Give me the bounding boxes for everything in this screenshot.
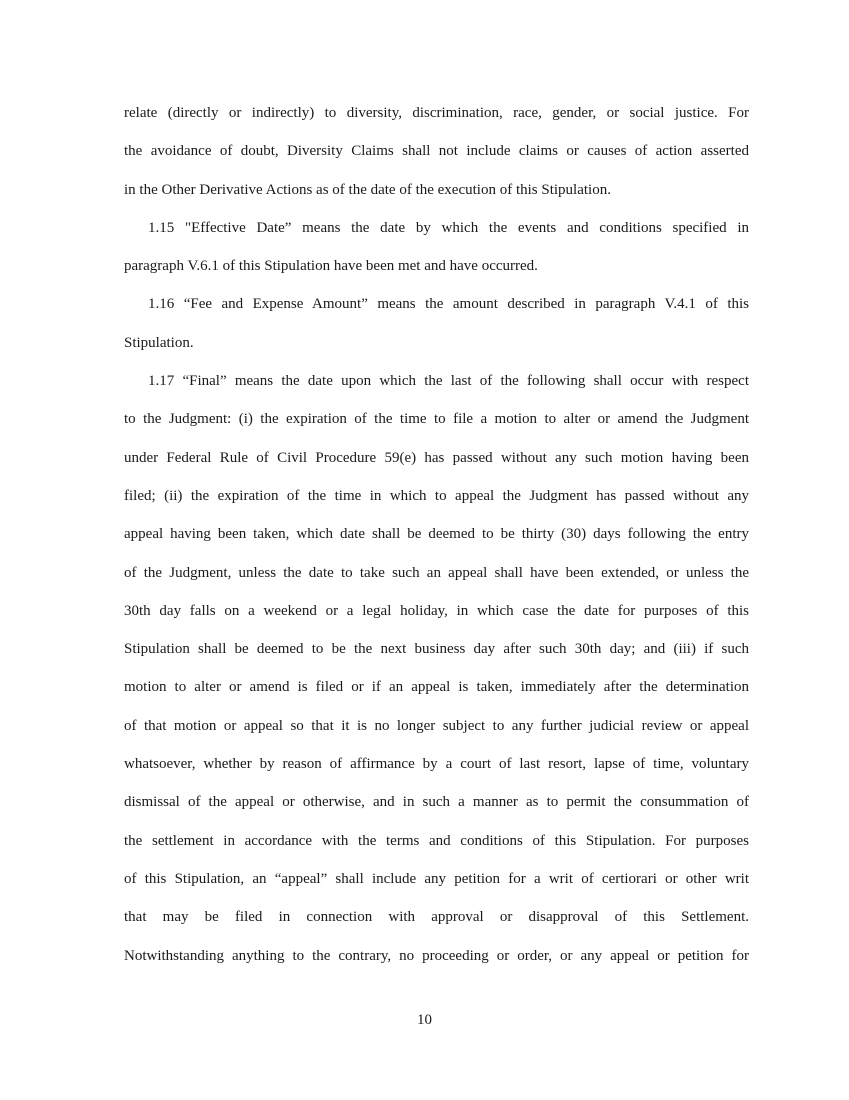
- text-line: Notwithstanding anything to the contrary, no proceeding or order, or any appeal or petition for: [124, 947, 749, 964]
- body-text: [124, 94, 749, 975]
- text-line: whatsoever, whether by reason of affirmance by a court of last resort, lapse of time, voluntary: [124, 756, 749, 773]
- text-line: to the Judgment: (i) the expiration of the time to file a motion to alter or amend the Judgment: [124, 411, 749, 428]
- text-line: appeal having been taken, which date shall be deemed to be thirty (30) days following the entry: [124, 526, 749, 543]
- text-line: filed; (ii) the expiration of the time in which to appeal the Judgment has passed without any: [124, 487, 749, 504]
- text-line: motion to alter or amend is filed or if an appeal is taken, immediately after the determination: [124, 679, 749, 696]
- text-line: of that motion or appeal so that it is no longer subject to any further judicial review or appeal: [124, 717, 749, 734]
- text-line: relate (directly or indirectly) to diversity, discrimination, race, gender, or social justice. For: [124, 105, 749, 121]
- text-line: 1.16 “Fee and Expense Amount” means the amount described in paragraph V.4.1 of this: [148, 296, 749, 313]
- text-line: 1.15 "Effective Date” means the date by which the events and conditions specified in: [148, 219, 749, 236]
- text-line: 1.17 “Final” means the date upon which the last of the following shall occur with respect: [148, 373, 749, 390]
- page-number: 10: [417, 1012, 432, 1028]
- text-line: paragraph V.6.1 of this Stipulation have been met and have occurred.: [124, 258, 538, 275]
- text-line: the settlement in accordance with the terms and conditions of this Stipulation. For purposes: [124, 832, 749, 849]
- text-line: that may be filed in connection with approval or disapproval of this Settlement.: [124, 909, 749, 926]
- text-line: in the Other Derivative Actions as of the date of the execution of this Stipulation.: [124, 181, 611, 198]
- text-line: of the Judgment, unless the date to take such an appeal shall have been extended, or unless the: [124, 564, 749, 581]
- text-line: Stipulation shall be deemed to be the next business day after such 30th day; and (iii) if such: [124, 641, 749, 658]
- text-line: 30th day falls on a weekend or a legal holiday, in which case the date for purposes of this: [124, 602, 749, 619]
- text-line: under Federal Rule of Civil Procedure 59(e) has passed without any such motion having been: [124, 449, 749, 466]
- text-line: Stipulation.: [124, 334, 194, 351]
- text-line: dismissal of the appeal or otherwise, and in such a manner as to permit the consummation of: [124, 794, 749, 811]
- text-line: the avoidance of doubt, Diversity Claims shall not include claims or causes of action asserted: [124, 143, 749, 160]
- text-line: of this Stipulation, an “appeal” shall include any petition for a writ of certiorari or other writ: [124, 870, 749, 887]
